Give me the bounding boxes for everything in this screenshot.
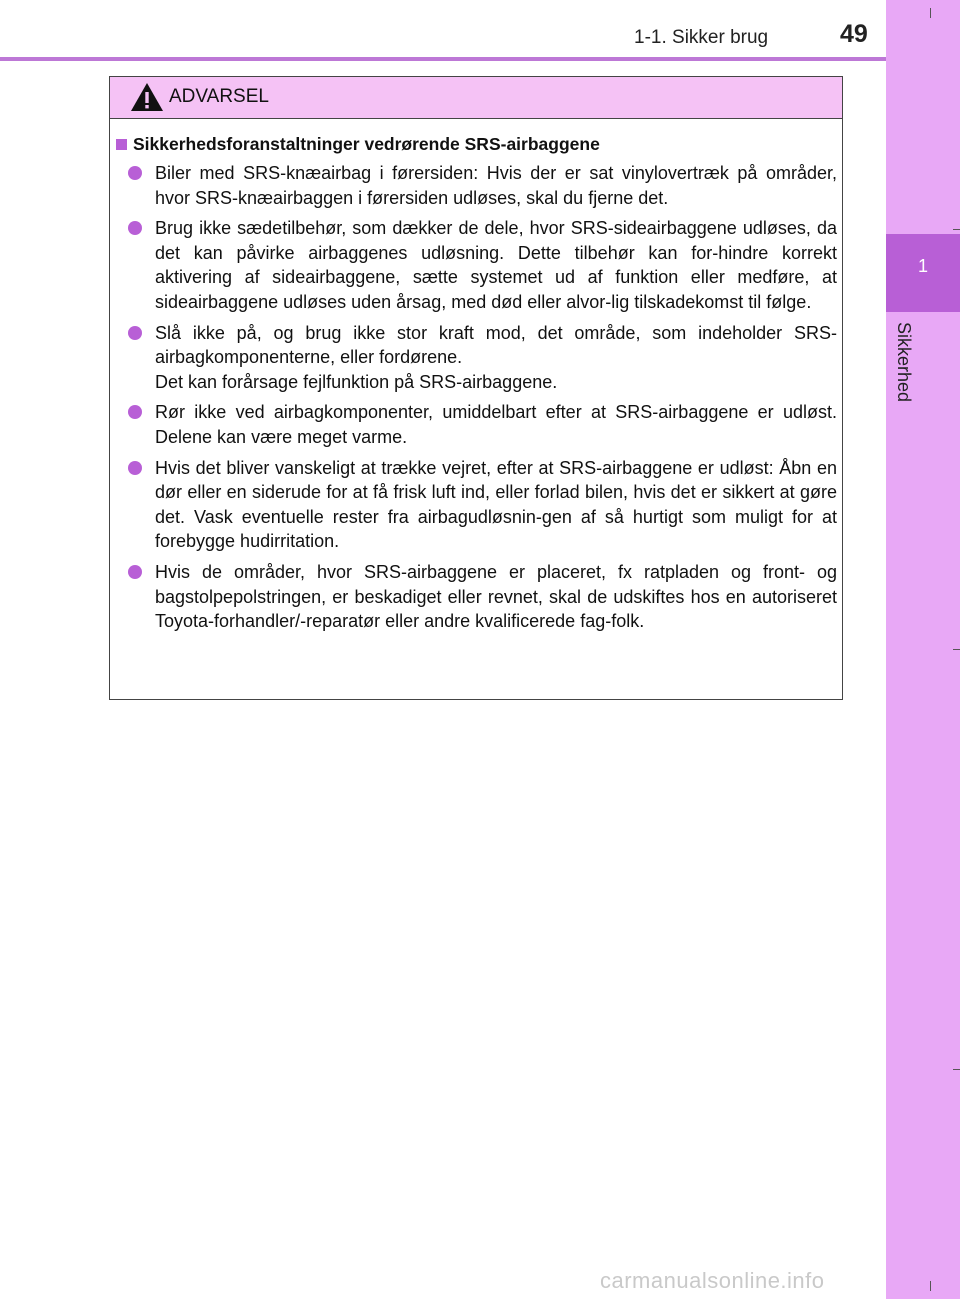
round-bullet-icon (128, 461, 142, 475)
warning-header (110, 77, 842, 119)
chapter-number: 1 (917, 256, 928, 276)
section-title: 1-1. Sikker brug (634, 27, 769, 48)
crop-mark (953, 1069, 960, 1070)
section-heading-text: Sikkerhedsforanstaltninger vedrørende SRS-airbaggene (133, 134, 600, 154)
warning-list (123, 161, 837, 640)
crop-mark (953, 229, 960, 230)
side-tab (886, 0, 960, 1299)
list-item-text: Hvis det bliver vanskeligt at trække vejret, efter at SRS-airbaggene er udløst: Åbn en dør eller en siderude for at få frisk luft ind, eller forlad bilen, hvis det er sikkert at gøre det. Vask eventuelle rester fra airbagudløsnin-gen af så hurtigt som muligt for at forebygge hudirritation. (155, 457, 837, 552)
crop-mark (930, 1281, 931, 1291)
list-item-text: Det kan forårsage fejlfunktion på SRS-airbaggene. (155, 371, 558, 392)
warning-triangle-icon (130, 82, 164, 112)
list-item (123, 560, 837, 634)
list-item-text: Biler med SRS-knæairbag i førersiden: Hvis der er sat vinylovertræk på områder, hvor SRS-knæairbaggen i førersiden udløses, skal du fjerne det. (155, 163, 837, 208)
round-bullet-icon (128, 565, 142, 579)
crop-mark (953, 649, 960, 650)
list-item (123, 161, 837, 210)
header-rule (0, 57, 886, 61)
list-item (123, 456, 837, 554)
list-item-text: Slå ikke på, og brug ikke stor kraft mod, det område, som indeholder SRS-airbagkomponenterne, eller fordørene. (155, 322, 837, 368)
list-item-text: Rør ikke ved airbagkomponenter, umiddelbart efter at SRS-airbaggene er udløst. Delene kan være meget varme. (155, 402, 837, 447)
list-item-text: Hvis de områder, hvor SRS-airbaggene er placeret, fx ratpladen og front- og bagstolpepolstringen, er beskadiget eller revnet, skal de udskiftes hos en autoriseret Toyota-forhandler/-reparatør eller andre kvalificerede fag-folk. (155, 561, 837, 632)
list-item (123, 216, 837, 314)
square-bullet-icon (116, 139, 127, 150)
list-item (123, 400, 837, 449)
crop-mark (930, 8, 931, 18)
page-number: 49 (840, 20, 868, 48)
chapter-tab[interactable] (886, 234, 960, 312)
round-bullet-icon (128, 166, 142, 180)
round-bullet-icon (128, 405, 142, 419)
section-heading (116, 134, 600, 155)
list-item-text: Brug ikke sædetilbehør, som dækker de dele, hvor SRS-sideairbaggene udløses, da det kan påvirke airbaggenes udløsning. Dette tilbehør kan for-hindre korrekt aktivering af sideairbaggene, sætte systemet ud af funktion eller medføre, at sideairbaggene udløses uden årsag, med død eller alvor-lig tilskadekomst til følge. (155, 218, 837, 312)
watermark: carmanualsonline.info (600, 1268, 825, 1293)
round-bullet-icon (128, 221, 142, 235)
list-item (123, 321, 837, 395)
chapter-label: Sikkerhed (894, 322, 914, 403)
round-bullet-icon (128, 326, 142, 340)
warning-title: ADVARSEL (169, 86, 269, 107)
